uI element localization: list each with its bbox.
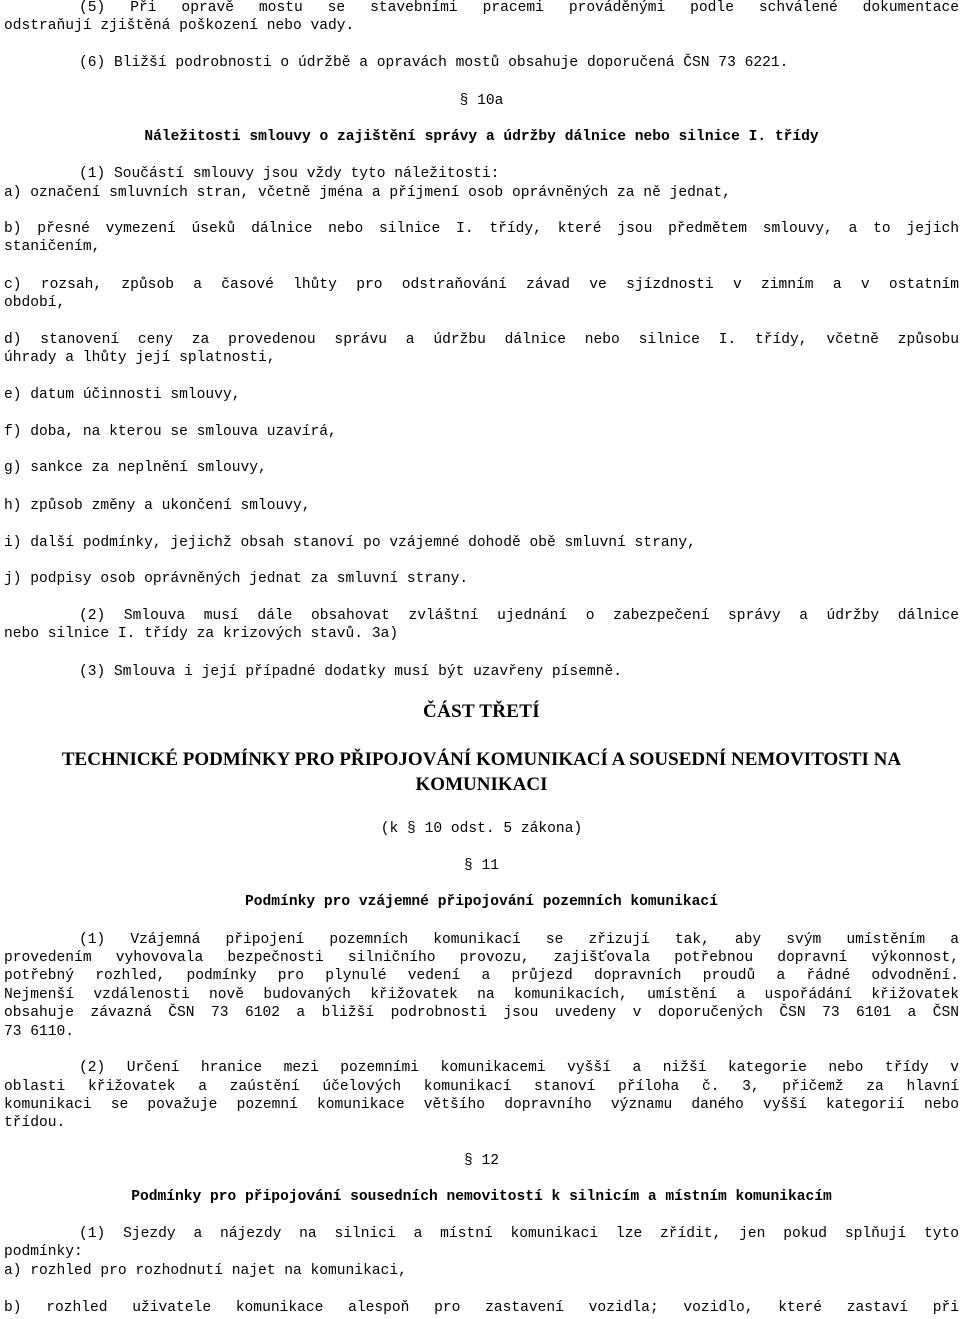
list-item: b) přesné vymezení úseků dálnice nebo silnice I. třídy, které jsou předmětem smlouvy, a to jejich [4,221,959,237]
list-item-continuation: úhrady a lhůty její splatnosti, [4,350,276,366]
list-item: i) další podmínky, jejichž obsah stanoví po vzájemné dohodě obě smluvní strany, [4,535,696,551]
section-heading: Podmínky pro připojování sousedních nemovitostí k silnicím a místním komunikacím [131,1189,832,1205]
paragraph-line: (3) Smlouva i její případné dodatky musí být uzavřeny písemně. [79,664,622,680]
paragraph-line: (6) Bližší podrobnosti o údržbě a opravách mostů obsahuje doporučená ČSN 73 6221. [79,55,789,71]
part-heading: ČÁST TŘETÍ [423,701,540,722]
paragraph-line: provedením vyhovovala bezpečnosti silničního provozu, zajišťovala potřebnou dopravní výkonnost, [4,950,959,966]
list-item: j) podpisy osob oprávněných jednat za smluvní strany. [4,571,469,587]
paragraph-line: (1) Součástí smlouvy jsou vždy tyto náležitosti: [79,166,500,182]
paragraph-line: (2) Určení hranice mezi pozemními komunikacemi vyšší a nižší kategorie nebo třídy v [79,1060,959,1076]
paragraph-line: odstraňují zjištěná poškození nebo vady. [4,18,355,34]
paragraph-line: (1) Sjezdy a nájezdy na silnici a místní komunikaci lze zřídit, jen pokud splňují tyto [79,1226,959,1242]
paragraph-line: (2) Smlouva musí dále obsahovat zvláštní ujednání o zabezpečení správy a údržby dálnice [79,608,959,624]
section-heading: Náležitosti smlouvy o zajištění správy a údržby dálnice nebo silnice I. třídy [144,129,819,145]
reference-note: (k § 10 odst. 5 zákona) [380,821,583,837]
list-item: b) rozhled uživatele komunikace alespoň pro zastavení vozidla; vozidlo, které zastaví při [4,1300,959,1316]
paragraph-line: oblasti křižovatek a zaústění účelových komunikací stanoví příloha č. 3, přičemž za hlavní [4,1079,959,1095]
paragraph-line: nebo silnice I. třídy za krizových stavů. 3a) [4,626,399,642]
paragraph-line: 73 6110. [4,1024,75,1040]
list-item: e) datum účinnosti smlouvy, [4,387,241,403]
paragraph-line: podmínky: [4,1244,83,1260]
part-title: TECHNICKÉ PODMÍNKY PRO PŘIPOJOVÁNÍ KOMUNIKACÍ A SOUSEDNÍ NEMOVITOSTI NA [61,749,902,770]
paragraph-line: obsahuje závazná ČSN 73 6102 a bližší podrobnosti jsou uvedeny v doporučených ČSN 73 6101 a ČSN [4,1005,959,1021]
paragraph-line: komunikaci se považuje pozemní komunikace většího dopravního významu daného vyšší kategorií nebo [4,1097,959,1113]
part-title-continuation: KOMUNIKACI [415,774,548,795]
list-item: a) rozhled pro rozhodnutí najet na komunikaci, [4,1263,407,1279]
list-item-continuation: období, [4,295,66,311]
paragraph-line: (5) Při opravě mostu se stavebními pracemi prováděnými podle schválené dokumentace [79,0,959,16]
list-item: d) stanovení ceny za provedenou správu a údržbu dálnice nebo silnice I. třídy, včetně způsobu [4,332,959,348]
list-item: h) způsob změny a ukončení smlouvy, [4,498,311,514]
section-number: § 12 [463,1153,500,1169]
paragraph-line: (1) Vzájemná připojení pozemních komunikací se zřizují tak, aby svým umístěním a [79,932,959,948]
paragraph-line: potřebný rozhled, podmínky pro plynulé vedení a průjezd dopravních proudů a řádné odvodnění. [4,968,959,984]
section-number: § 10a [459,93,504,109]
list-item: g) sankce za neplnění smlouvy, [4,460,267,476]
list-item-continuation: staničením, [4,239,101,255]
section-heading: Podmínky pro vzájemné připojování pozemních komunikací [245,894,718,910]
section-number: § 11 [463,858,500,874]
list-item: f) doba, na kterou se smlouva uzavírá, [4,424,337,440]
list-item: a) označení smluvních stran, včetně jména a příjmení osob oprávněných za ně jednat, [4,185,731,201]
paragraph-line: třídou. [4,1115,66,1131]
paragraph-line: Nejmenší vzdálenosti nově budovaných křižovatek na komunikacích, umístění a uspořádání křižovatek [4,987,959,1003]
list-item: c) rozsah, způsob a časové lhůty pro odstraňování závad ve sjízdnosti v zimním a v ostatním [4,277,959,293]
